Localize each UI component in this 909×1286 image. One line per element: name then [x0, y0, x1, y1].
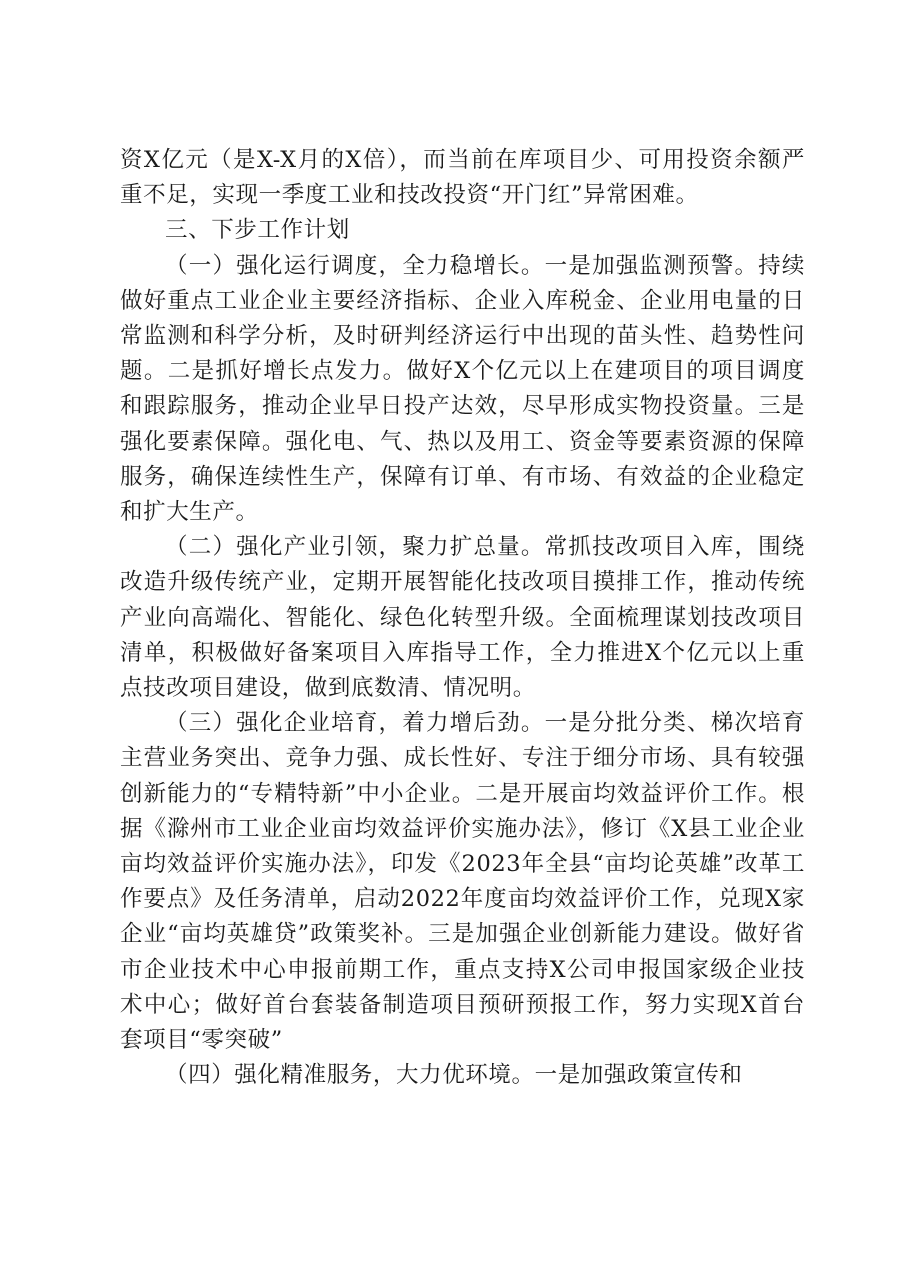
section-heading: 三、下步工作计划	[165, 217, 350, 244]
paragraph-item-1: （一）强化运行调度，全力稳增长。一是加强监测预警。持续做好重点工业企业主要经济指标、企业入库税金、企业用电量的日常监测和科学分析，及时研判经济运行中出现的苗头性、趋势性问题。二是抓好增长点发力。做好X个亿元以上在建项目的项目调度和跟踪服务，推动企业早日投产达效，尽早形成实物投资量。三是强化要素保障。强化电、气、热以及用工、资金等要素资源的保障服务，确保连续性生产，保障有订单、有市场、有效益的企业稳定和扩大生产。	[120, 252, 805, 526]
document-page	[120, 143, 805, 1093]
paragraph-item-2: （二）强化产业引领，聚力扩总量。常抓技改项目入库，围绕改造升级传统产业，定期开展智能化技改项目摸排工作，推动传统产业向高端化、智能化、绿色化转型升级。全面梳理谋划技改项目清单，积极做好备案项目入库指导工作，全力推进X个亿元以上重点技改项目建设，做到底数清、情况明。	[120, 534, 805, 702]
paragraph-item-4: （四）强化精准服务，大力优环境。一是加强政策宣传和	[165, 1062, 743, 1089]
paragraph-continuation: 资X亿元（是X-X月的X倍），而当前在库项目少、可用投资余额严重不足，实现一季度工业和技改投资“开门红”异常困难。	[120, 147, 805, 209]
paragraph-item-3: （三）强化企业培育，着力增后劲。一是分批分类、梯次培育主营业务突出、竞争力强、成长性好、专注于细分市场、具有较强创新能力的“专精特新”中小企业。二是开展亩均效益评价工作。根据《滁州市工业企业亩均效益评价实施办法》，修订《X县工业企业亩均效益评价实施办法》，印发《2023年全县“亩均论英雄”改革工作要点》及任务清单，启动2022年度亩均效益评价工作，兑现X家企业“亩均英雄贷”政策奖补。三是加强企业创新能力建设。做好省市企业技术中心申报前期工作，重点支持X公司申报国家级企业技术中心；做好首台套装备制造项目预研预报工作，努力实现X首台套项目“零突破”	[120, 710, 805, 1054]
